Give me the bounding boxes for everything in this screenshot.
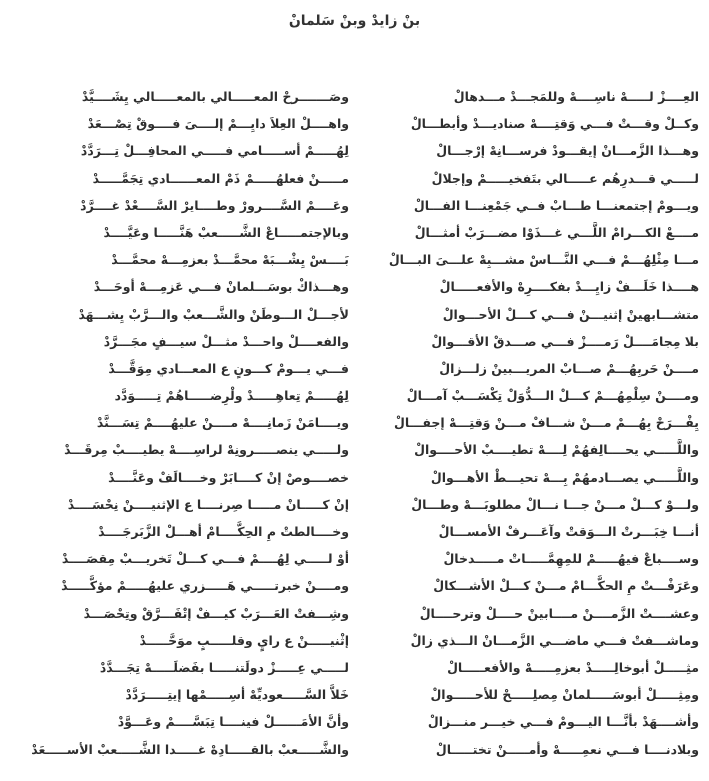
verse-line <box>0 113 709 140</box>
poem-title: بنْ زايدْ وبنْ سَلمانْ <box>288 13 421 29</box>
verse-second-hemistich: خَلاَّ السَّـــــعوديِّهْ أسِـــــمْها إيتِـــــرَدَّدْ <box>125 687 349 703</box>
verse-first-hemistich: مثِـــــلْ أبوخالِـــــدْ بعزمِـــــهْ والأفعـــــالْ <box>447 659 699 675</box>
verse-second-hemistich: لِهُـــــمْ تِعاهِـــــدْ ولْرِضـــــاهُمْ تِـــــوَدَّد <box>114 388 349 404</box>
verse-line <box>0 494 709 521</box>
verse-line <box>0 603 709 630</box>
verse-second-hemistich: والشَّـــــعبْ بالقـــــادِهْ غـــــدا الشَّـــــعبْ الأســـــعَدْ <box>31 741 349 757</box>
verse-second-hemistich: إثْنيـــــنْ ع رايٍ وقلـــــبٍ موَحَّـــــدْ <box>139 632 349 648</box>
verse-second-hemistich: ومــــنْ خبرتـــــي هَـــــزري عليهُـــــمْ مؤكَّـــــدْ <box>61 578 349 594</box>
verse-second-hemistich: وأنَّ الأمَــــــلْ فينــــا تِبَسَّــــمْ وعَـــوَّدْ <box>117 714 349 730</box>
verse-line <box>0 412 709 439</box>
verse-line <box>0 249 709 276</box>
verse-line <box>0 575 709 602</box>
verse-first-hemistich: بلا مِجامَــــلْ رَمــــزْ فـــي صـــدقْ الأقـــوالْ <box>431 333 699 349</box>
verse-line <box>0 140 709 167</box>
verse-second-hemistich: وشِـــفتْ العَـــرَبْ كيـــفْ إتْفَـــرَّقْ وتِحْصَـــدْ <box>83 605 349 621</box>
verse-first-hemistich: هــــذا خَلَـــفْ زايِـــدْ بفكــــرِهْ والأفعـــــالْ <box>439 279 699 295</box>
verse-first-hemistich: يِفْـــرَحْ بِهُـــمْ مـــنْ شـــافْ مـــنْ وَقتِـــهْ إجفـــالْ <box>393 415 699 431</box>
verse-first-hemistich: ومِثِـــــلْ أبوسَـــــلمانْ مِصلِـــــحْ للأحـــــوالْ <box>430 687 699 703</box>
verse-first-hemistich: واللَّـــــي يصـــادمهُمْ بِـــهْ تحيـــطْ الأهـــوالْ <box>430 469 699 485</box>
verse-line <box>0 657 709 684</box>
verse-first-hemistich: ويـــومْ إجتمعنـــا طـــابْ فــي جَمْعِنـــا الفـــالْ <box>413 197 699 213</box>
verse-line <box>0 168 709 195</box>
verse-line <box>0 276 709 303</box>
verse-line <box>0 521 709 548</box>
verse-second-hemistich: مـــــنْ فعلهُـــــمْ ذَمْ المعــــــادي تِجَمَّـــــدْ <box>92 170 349 186</box>
verse-first-hemistich: ولـــوْ كـــلْ مـــنْ جـــا نـــالْ مطلوبَـــهْ وطـــالْ <box>411 496 699 512</box>
verse-first-hemistich: وأشــــهَدْ بأنَّـــا اليـــومْ فـــي خيـــر منـــزالْ <box>427 714 699 730</box>
verse-line <box>0 711 709 738</box>
verse-line <box>0 739 709 766</box>
verse-second-hemistich: وخــــالطتْ مِ الحِكَّــــامْ أهـــلْ الزَّبَرجَــــدْ <box>98 524 349 539</box>
verse-first-hemistich: وكــلْ وقـــتْ فـــي وَقتِــــهْ صناديـــدْ وأبطـــالْ <box>410 116 699 132</box>
verse-first-hemistich: ومــــنْ سِلْمِهُـــمْ كـــلْ الـــدُّوَلْ تِكْسَـــبْ آمـــالْ <box>406 388 699 404</box>
verse-line <box>0 439 709 466</box>
poem-body <box>0 86 709 766</box>
verse-second-hemistich: فـــي يـــومْ كـــونٍ ع المعـــادي مِوَقَّـــدْ <box>108 360 349 376</box>
verse-first-hemistich: وماشـــفتْ فـــي ماضـــي الزَّمـــانْ الـــذي زالْ <box>410 632 699 648</box>
verse-first-hemistich: لـــــي قـــدرِهُم عـــــالي بتَفخيـــــمْ وإجلالْ <box>431 170 699 186</box>
verse-second-hemistich: لأجـــلْ الـــوطَنْ والشَّـــعبْ والـــرَّبْ يِشـــهَدْ <box>78 306 349 322</box>
verse-line <box>0 195 709 222</box>
verse-second-hemistich: إنْ كـــــانْ مـــــا صِرنــــا ع الإثنيــــنْ نِحْسَــــدْ <box>67 496 349 512</box>
verse-first-hemistich: مــــعْ الكـــرامْ اللَّـــي غـــذَوْا مضـــرَبْ أمثـــالْ <box>414 224 699 240</box>
verse-second-hemistich: وعَــــمْ السَّــــرورْ وطــــايرْ السَّــــعْدْ غــــرَّدْ <box>80 197 349 213</box>
verse-first-hemistich: وعَرَفْـــتْ مِ الحكَّـــامْ مـــنْ كـــلْ الأشـــكالْ <box>433 578 699 594</box>
verse-first-hemistich: واللَّـــــي يحــــالِفهُمْ لِــــهْ تطيــــبْ الأحــــوالْ <box>414 442 699 458</box>
verse-line <box>0 467 709 494</box>
verse-second-hemistich: واهــــلْ العِلاَ دايِـــمْ إلــــىَ فــــوقْ تِصْـــعَدْ <box>87 116 349 132</box>
verse-first-hemistich: وســــباعْ فيهُـــــمْ للمِهِمَّـــــاتْ مـــــدخالْ <box>443 551 699 567</box>
verse-first-hemistich: أنـــا خِبَـــرتْ الـــوَقتْ وآعَـــرفْ الأمســـالْ <box>438 524 699 539</box>
verse-first-hemistich: متشـــابهينْ إثنيـــنْ فـــي كـــلْ الأحـــوالْ <box>442 306 699 322</box>
verse-second-hemistich: والفعــــلْ واحـــدْ مثـــلْ سيـــفٍ مجَـــرَّدْ <box>103 333 349 349</box>
verse-line <box>0 304 709 331</box>
verse-first-hemistich: مــــنْ حَربِهُـــمْ صـــابْ المريـــبينْ زلـــزالْ <box>439 360 699 376</box>
verse-first-hemistich: وعشــــتْ الزَّمــــنْ مــــابينْ حــــلْ وترحــــالْ <box>419 605 699 621</box>
verse-line <box>0 548 709 575</box>
verse-line <box>0 684 709 711</box>
verse-first-hemistich: مـــا مِثْلِهُـــمْ فـــي النَّـــاسْ مشـــبِهْ علـــىَ البـــالْ <box>388 252 699 268</box>
verse-second-hemistich: وبالإجتمـــــاعْ الشَّـــــعبْ هَنَّـــــا وعَيَّــــدْ <box>103 224 349 240</box>
verse-line <box>0 222 709 249</box>
verse-first-hemistich: وبلادنــــا فـــي نعمِـــــهْ وأمـــــنْ تختـــــالْ <box>435 741 699 757</box>
verse-second-hemistich: ويــــامَنْ زَمانِــــهْ مــــنْ عليهُــــمْ تِسَـــنَّدْ <box>96 415 349 431</box>
verse-first-hemistich: وهـــذا الزَّمـــانْ إيقـــودْ فرســـانِهْ إرْجـــالْ <box>436 143 699 159</box>
verse-first-hemistich: العِــــزْ لـــــهْ ناسِــــهْ وللمَجـــدْ مـــدهالْ <box>453 89 699 104</box>
verse-second-hemistich: وصَـــــــرحْ المعـــــالي بالمعـــــالي يِشَــــيَّدْ <box>81 89 349 104</box>
verse-line <box>0 385 709 412</box>
verse-line <box>0 331 709 358</box>
verse-second-hemistich: أوْ لـــــي لِهُــــمْ فـــي كـــلْ تَخريـــبْ مِقصَــــدْ <box>61 551 349 567</box>
verse-second-hemistich: ولـــــي ينصـــــرونِهْ لراسِــــهْ يطيــــبْ مِرقَـــدْ <box>64 442 349 458</box>
verse-line <box>0 630 709 657</box>
verse-line <box>0 358 709 385</box>
verse-second-hemistich: خصــــوصْ إنْ كــــابَرْ وخــــالَفْ وعَنَّــــدْ <box>108 469 349 485</box>
verse-second-hemistich: وهـــذاكْ بوسَـــلمانْ فـــي عَزمِـــهْ أوحَـــدْ <box>93 279 349 295</box>
verse-second-hemistich: لِهُـــــمْ أســـــامي فـــــي المحافِـــلْ تِـــرَدَّدْ <box>80 143 349 159</box>
verse-second-hemistich: لـــــي عِـــــزْ دولَتنـــــا بفَضلَـــــهْ تِجَـــدَّدْ <box>99 659 349 675</box>
verse-second-hemistich: بَــــسْ يِشْـــبَهْ محمَّـــدْ بعزمِـــهْ محمَّـــدْ <box>111 252 349 268</box>
verse-line <box>0 86 709 113</box>
